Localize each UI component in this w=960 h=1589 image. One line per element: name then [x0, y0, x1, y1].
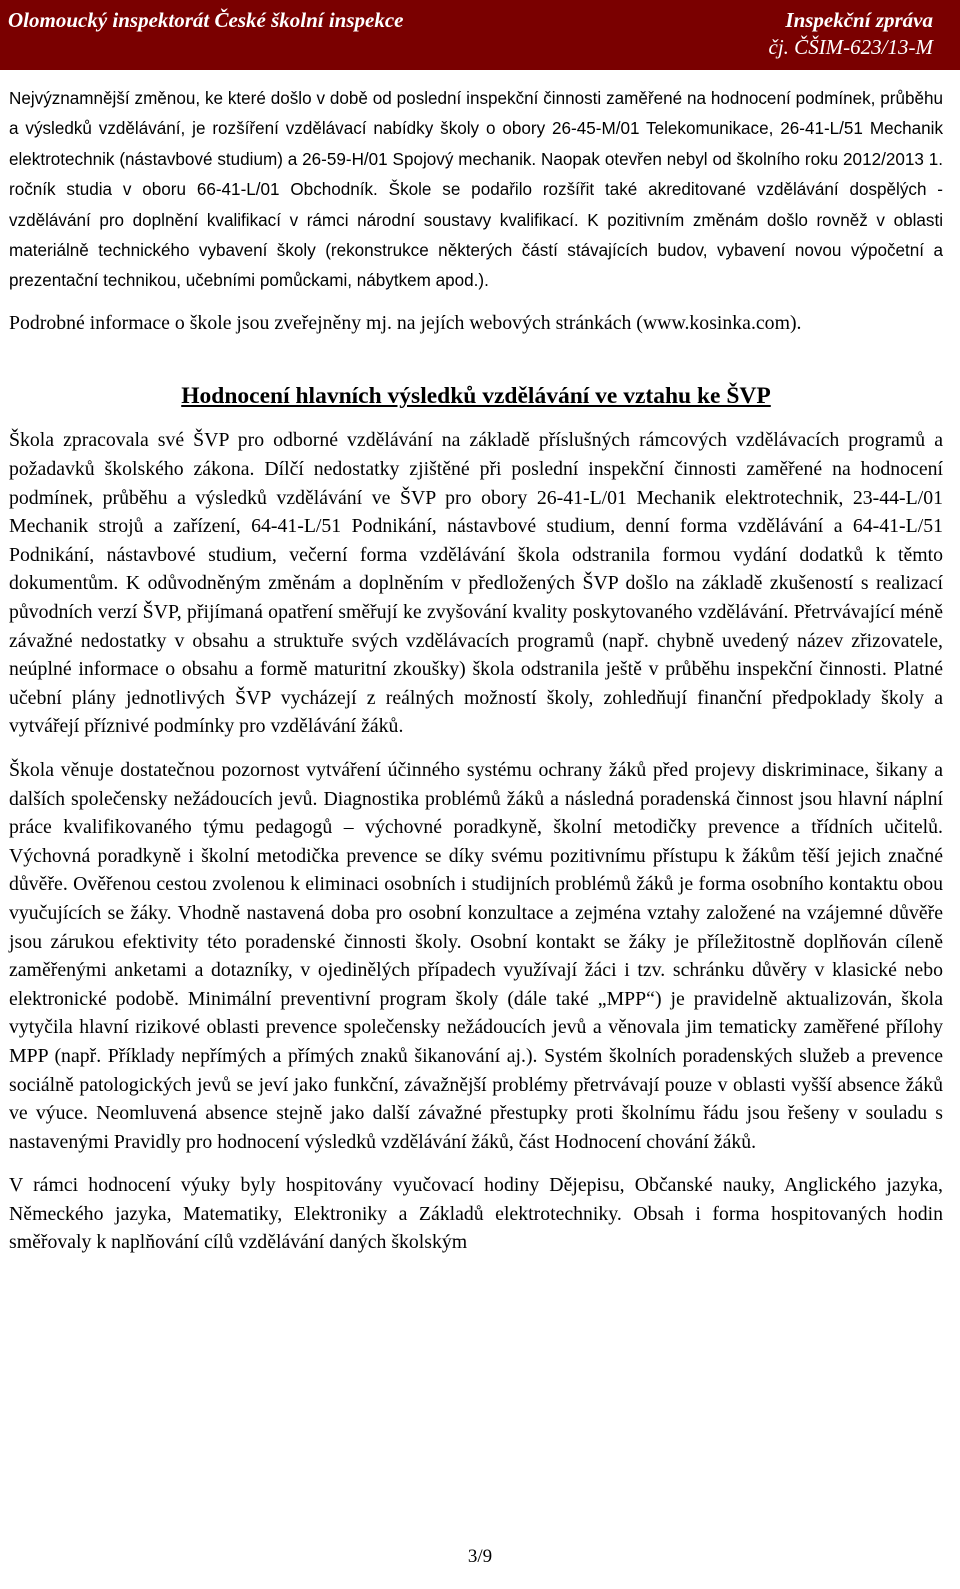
section-heading: Hodnocení hlavních výsledků vzdělávání ve vztahu ke ŠVP — [181, 383, 771, 410]
paragraph-lessons: V rámci hodnocení výuky byly hospitovány vyučovací hodiny Dějepisu, Občanské nauky, Anglického jazyka, Německého jazyka, Matematiky, Elektroniky a Základů elektrotechniky. Obsah i forma hospitovaných hodin směřovaly k naplňování cílů vzdělávání daných školským — [9, 1174, 943, 1254]
page-header — [0, 0, 960, 70]
page-number: 3/9 — [467, 1546, 493, 1567]
paragraph-website-info: Podrobné informace o škole jsou zveřejněny mj. na jejích webových stránkách (www.kosinka.com). — [9, 311, 802, 334]
paragraph-svp: Škola zpracovala své ŠVP pro odborné vzdělávání na základě příslušných rámcových vzdělávacích programů a požadavků školského zákona. Dílčí nedostatky zjištěné při poslední inspekční činnosti zaměřené na hodnocení podmínek, průběhu a výsledků vzdělávání ve ŠVP pro obory 26-41-L/01 Mechanik elektrotechnik, 23-44-L/01 Mechanik strojů a zařízení, 64-41-L/51 Podnikání, nástavbové studium, denní forma vzdělávání a 64-41-L/51 Podnikání, nástavbové studium, večerní forma vzdělávání škola odstranila formou vydání dodatků k těmto dokumentům. K odůvodněným změnám a doplněním v předložených ŠVP došlo na základě zkušeností s realizací původních verzí ŠVP, přijímaná opatření směřují ke zvyšování kvality poskytovaného vzdělávání. Přetrvávající méně závažné nedostatky v obsahu a struktuře svých vzdělávacích programů (např. chybně uvedený název zřizovatele, neúplné informace o obsahu a formě maturitní zkoušky) škola odstranila ještě v průběhu inspekční činnosti. Platné učební plány jednotlivých ŠVP vycházejí z reálných možností školy, zohledňují finanční předpoklady školy a vytvářejí příznivé podmínky pro vzdělávání žáků. — [9, 429, 943, 738]
paragraph-changes: Nejvýznamnější změnou, ke které došlo v době od poslední inspekční činnosti zaměřené na hodnocení podmínek, průběhu a výsledků vzdělávání, je rozšíření vzdělávací nabídky školy o obory 26-45-M/01 Telekomunikace, 26-41-L/51 Mechanik elektrotechnik (nástavbové studium) a 26-59-H/01 Spojový mechanik. Naopak otevřen nebyl od školního roku 2012/2013 1. ročník studia v oboru 66-41-L/01 Obchodník. Škole se podařilo rozšířit také akreditované vzdělávání dospělých - vzdělávání pro doplnění kvalifikací v rámci národní soustavy kvalifikací. K pozitivním změnám došlo rovněž v oblasti materiálně technického vybavení školy (rekonstrukce některých částí stávajících budov, vybavení novou výpočetní a prezentační technikou, učebními pomůckami, nábytkem apod.). — [9, 89, 943, 291]
inspectorate-title: Olomoucký inspektorát České školní inspekce — [8, 8, 404, 32]
paragraph-prevention: Škola věnuje dostatečnou pozornost vytváření účinného systému ochrany žáků před projevy diskriminace, šikany a dalších společensky nežádoucích jevů. Diagnostika problémů žáků a následná poradenská činnost jsou hlavní náplní práce kvalifikovaného týmu pedagogů – výchovné poradkyně, školní metodičky prevence a třídních učitelů. Výchovná poradkyně i školní metodička prevence se díky svému pozitivnímu přístupu k žákům těší jejich značné důvěře. Ověřenou cestou zvolenou k eliminaci osobních i studijních problémů žáků je forma osobního kontaktu obou vyučujících se žáky. Vhodně nastavená doba pro osobní konzultace a zejména vztahy založené na vzájemné důvěře jsou zárukou efektivity této poradenské činnosti školy. Osobní kontakt se žáky je příležitostně doplňován cíleně zaměřenými anketami a dotazníky, v ojedinělých případech využívají žáci i tzv. schránku důvěry v klasické nebo elektronické podobě. Minimální preventivní program školy (dále také „MPP“) je pravidelně aktualizován, škola vytyčila hlavní rizikové oblasti prevence společensky nežádoucích jevů a věnovala jim tematicky zaměřené přílohy MPP (např. Příklady nepřímých a přímých znaků šikanování aj.). Systém školních poradenských služeb a prevence sociálně patologických jevů se jeví jako funkční, závažnější problémy přetrvávají pouze v oblasti vyšší absence žáků ve výuce. Neomluvená absence stejně jako další závažné přestupky proti školnímu řádu jsou řešeny v souladu s nastavenými Pravidly pro hodnocení výsledků vzdělávání žáků, část Hodnocení chování žáků. — [9, 758, 943, 1153]
reference-number: čj. ČŠIM-623/13-M — [768, 35, 933, 59]
document-body — [9, 84, 943, 1257]
report-title: Inspekční zpráva — [785, 8, 933, 32]
